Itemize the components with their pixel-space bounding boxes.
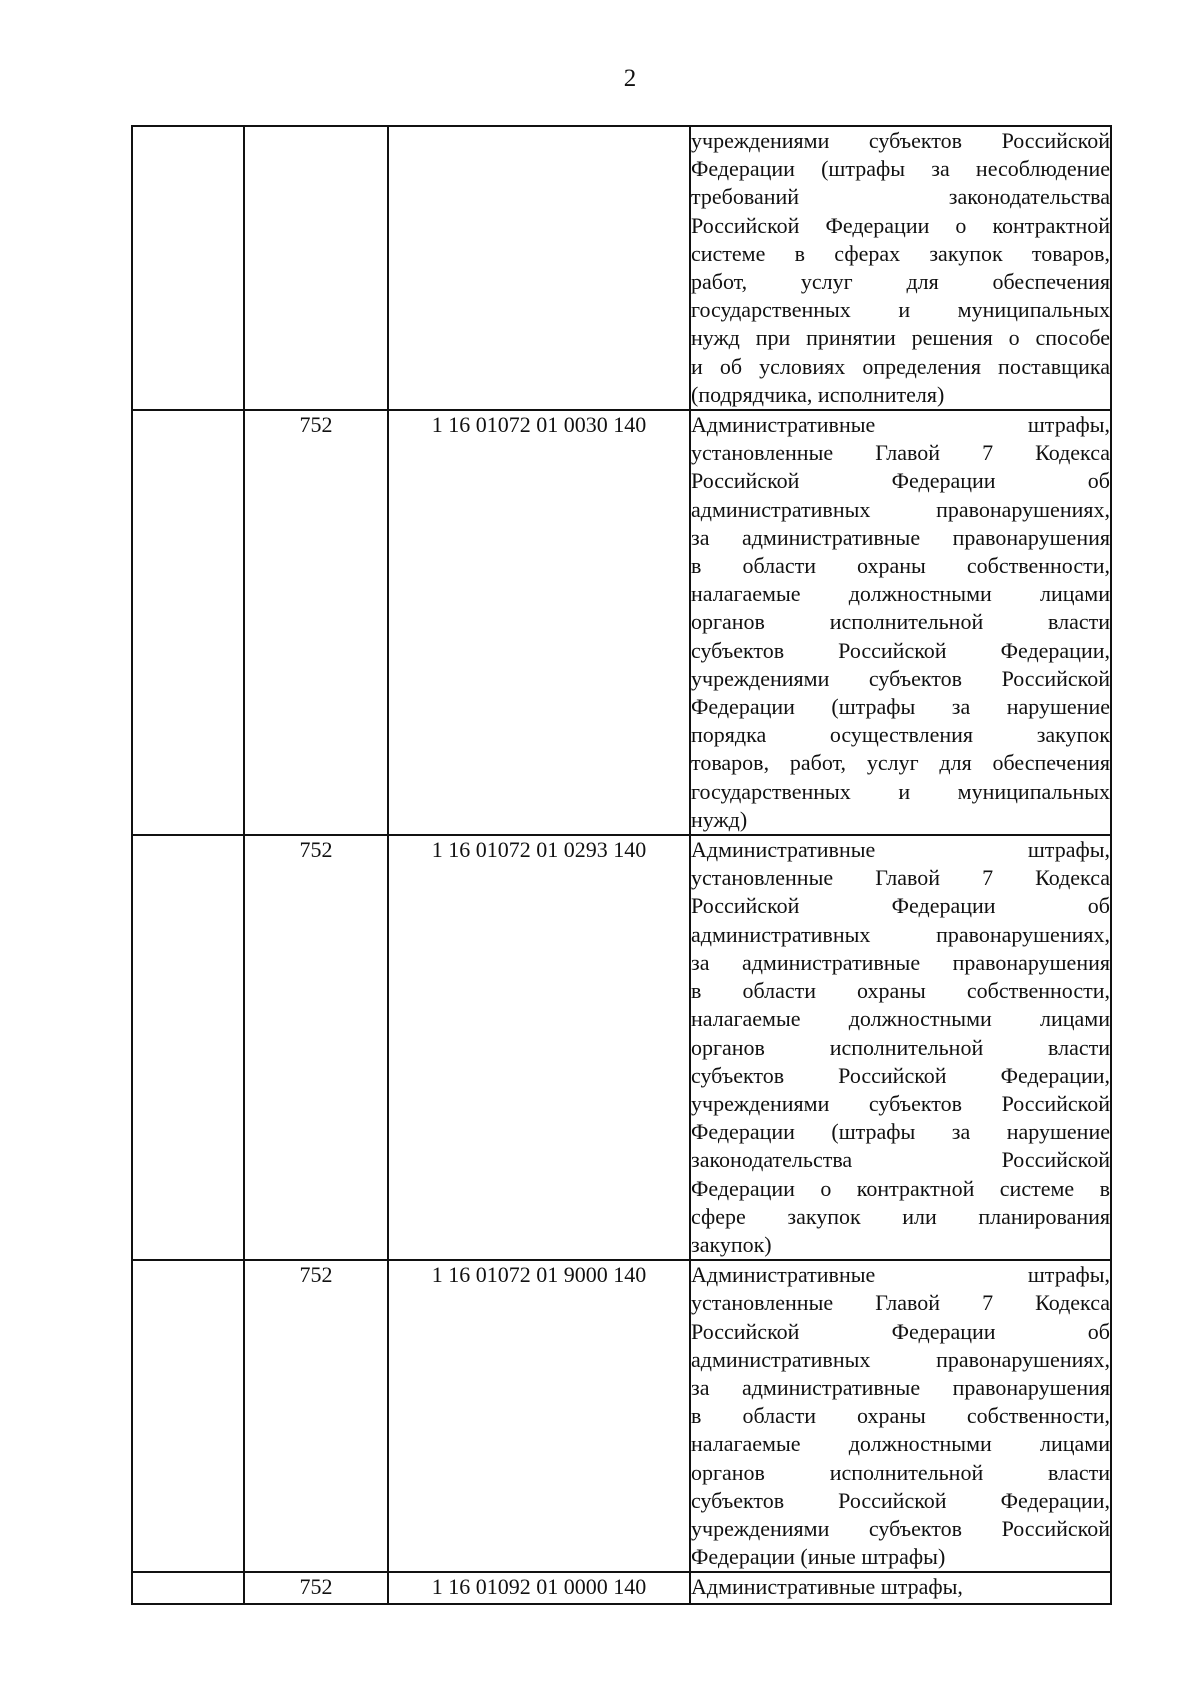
table-row xyxy=(132,1260,1111,1572)
description-line: Федерации (штрафы за нарушение xyxy=(691,1119,1110,1145)
description-line: Административные штрафы, xyxy=(691,1262,1110,1288)
description-line: за административные правонарушения xyxy=(691,949,1110,975)
page-number: 2 xyxy=(623,65,637,92)
empty-cell xyxy=(132,126,244,410)
empty-cell xyxy=(132,1260,244,1572)
admin-code-cell xyxy=(244,126,388,410)
description-line: налагаемые должностными лицами xyxy=(691,581,1110,607)
description-line: административных правонарушениях, xyxy=(691,921,1110,947)
admin-code-cell: 752 xyxy=(244,410,388,835)
table-body xyxy=(132,126,1111,1604)
description-line: (подрядчика, исполнителя) xyxy=(691,381,945,407)
kbk-code-cell: 1 16 01072 01 0293 140 xyxy=(388,835,690,1260)
description-line: товаров, работ, услуг для обеспечения xyxy=(691,750,1110,776)
description-cell xyxy=(690,1572,1111,1604)
description-line: органов исполнительной власти xyxy=(691,609,1110,635)
description-cell xyxy=(690,410,1111,835)
description-line: сфере закупок или планирования xyxy=(691,1203,1110,1229)
description-line: работ, услуг для обеспечения xyxy=(691,269,1110,295)
description-line: нужд) xyxy=(691,806,748,832)
description-line: субъектов Российской Федерации, xyxy=(691,1062,1110,1088)
description-line: субъектов Российской Федерации, xyxy=(691,1487,1110,1513)
kbk-code-cell: 1 16 01072 01 0030 140 xyxy=(388,410,690,835)
description-line: органов исполнительной власти xyxy=(691,1459,1110,1485)
description-line: за административные правонарушения xyxy=(691,1374,1110,1400)
table-row xyxy=(132,126,1111,410)
empty-cell xyxy=(132,410,244,835)
description-line: учреждениями субъектов Российской xyxy=(691,1515,1110,1541)
description-line: требований законодательства xyxy=(691,184,1110,210)
description-line: органов исполнительной власти xyxy=(691,1034,1110,1060)
admin-code-cell: 752 xyxy=(244,1572,388,1604)
description-cell xyxy=(690,1260,1111,1572)
description-line: Федерации о контрактной системе в xyxy=(691,1175,1110,1201)
budget-codes-table xyxy=(131,125,1112,1605)
admin-code-cell: 752 xyxy=(244,835,388,1260)
description-line: учреждениями субъектов Российской xyxy=(691,665,1110,691)
table-row xyxy=(132,835,1111,1260)
table-row xyxy=(132,410,1111,835)
description-line: государственных и муниципальных xyxy=(691,778,1110,804)
description-line: установленные Главой 7 Кодекса xyxy=(691,865,1110,891)
kbk-code-cell xyxy=(388,126,690,410)
description-line: в области охраны собственности, xyxy=(691,1403,1110,1429)
description-line: Российской Федерации об xyxy=(691,893,1110,919)
description-line: закупок) xyxy=(691,1231,772,1257)
empty-cell xyxy=(132,1572,244,1604)
description-line: за административные правонарушения xyxy=(691,524,1110,550)
description-line: учреждениями субъектов Российской xyxy=(691,1090,1110,1116)
description-line: нужд при принятии решения о способе xyxy=(691,325,1110,351)
description-line: административных правонарушениях, xyxy=(691,496,1110,522)
empty-cell xyxy=(132,835,244,1260)
description-line: государственных и муниципальных xyxy=(691,297,1110,323)
description-line: налагаемые должностными лицами xyxy=(691,1431,1110,1457)
description-line: в области охраны собственности, xyxy=(691,553,1110,579)
description-cell xyxy=(690,835,1111,1260)
description-line: субъектов Российской Федерации, xyxy=(691,637,1110,663)
description-line: Федерации (штрафы за нарушение xyxy=(691,694,1110,720)
description-line: Административные штрафы, xyxy=(691,1574,963,1600)
description-line: установленные Главой 7 Кодекса xyxy=(691,440,1110,466)
description-line: налагаемые должностными лицами xyxy=(691,1006,1110,1032)
description-cell xyxy=(690,126,1111,410)
description-line: в области охраны собственности, xyxy=(691,978,1110,1004)
description-line: порядка осуществления закупок xyxy=(691,722,1110,748)
description-line: Российской Федерации о контрактной xyxy=(691,212,1110,238)
description-line: Федерации (иные штрафы) xyxy=(691,1544,946,1570)
admin-code-cell: 752 xyxy=(244,1260,388,1572)
description-line: административных правонарушениях, xyxy=(691,1346,1110,1372)
description-line: Российской Федерации об xyxy=(691,1318,1110,1344)
description-line: и об условиях определения поставщика xyxy=(691,353,1110,379)
description-line: установленные Главой 7 Кодекса xyxy=(691,1290,1110,1316)
kbk-code-cell: 1 16 01092 01 0000 140 xyxy=(388,1572,690,1604)
description-line: системе в сферах закупок товаров, xyxy=(691,240,1110,266)
description-line: законодательства Российской xyxy=(691,1147,1110,1173)
table-row xyxy=(132,1572,1111,1604)
description-line: Административные штрафы, xyxy=(691,837,1110,863)
kbk-code-cell: 1 16 01072 01 9000 140 xyxy=(388,1260,690,1572)
description-line: Административные штрафы, xyxy=(691,412,1110,438)
description-line: учреждениями субъектов Российской xyxy=(691,128,1110,153)
description-line: Федерации (штрафы за несоблюдение xyxy=(691,156,1110,182)
description-line: Российской Федерации об xyxy=(691,468,1110,494)
